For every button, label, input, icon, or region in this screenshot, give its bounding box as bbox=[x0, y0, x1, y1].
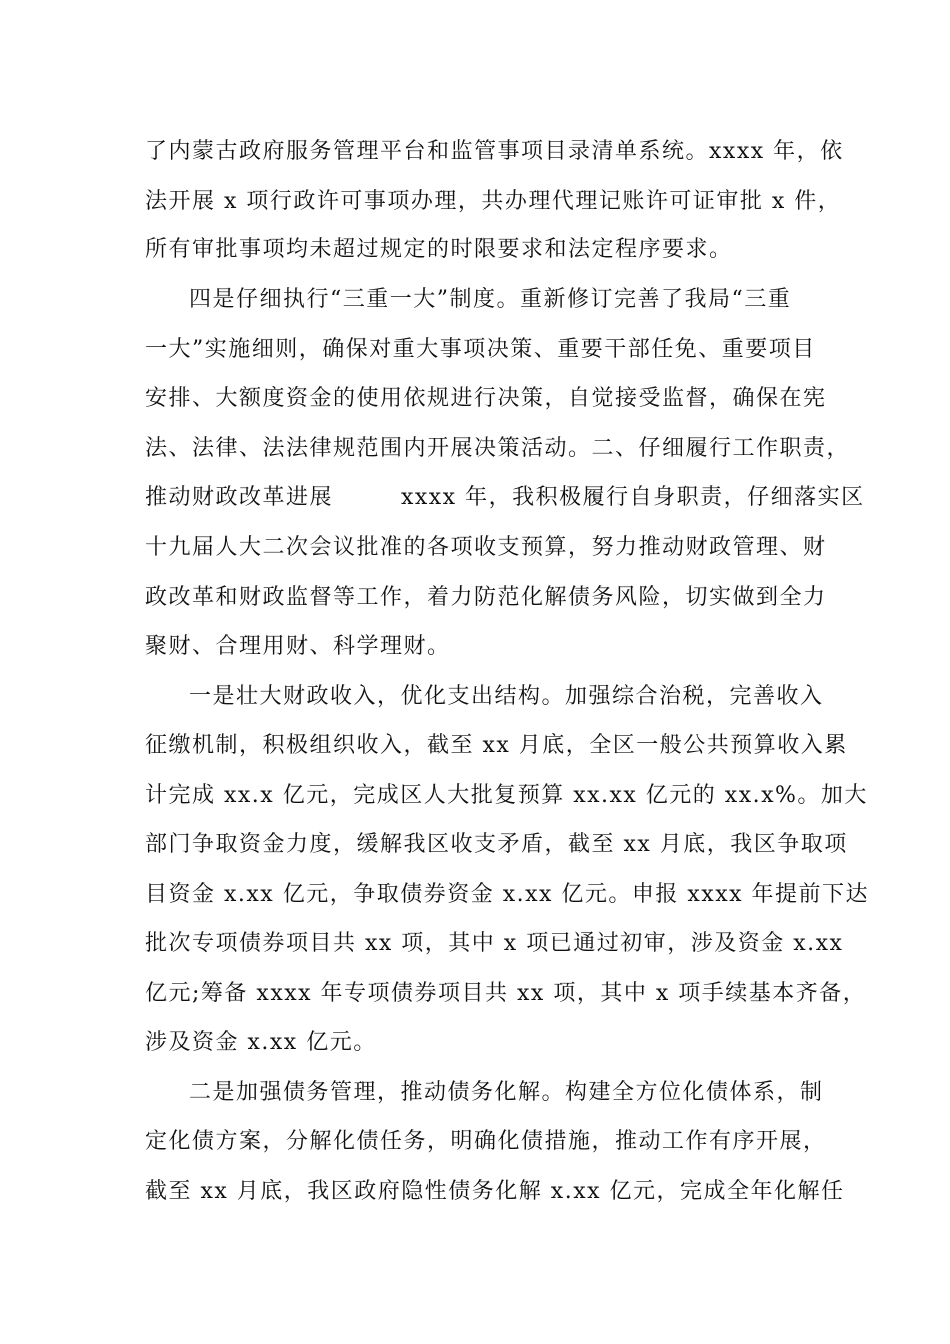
text-line: 截至 xx 月底，我区政府隐性债务化解 x.xx 亿元，完成全年化解任 bbox=[145, 1179, 845, 1204]
text-line: 所有审批事项均未超过规定的时限要求和法定程序要求。 bbox=[145, 237, 733, 262]
text-line: 一大”实施细则，确保对重大事项决策、重要干部任免、重要项目 bbox=[145, 337, 816, 362]
text-line: 计完成 xx.x 亿元，完成区人大批复预算 xx.xx 亿元的 xx.x%。加大 bbox=[145, 783, 868, 808]
paragraph-start-line: 四是仔细执行“三重一大”制度。重新修订完善了我局“三重 bbox=[189, 287, 792, 312]
text-line: 法开展 x 项行政许可事项办理，共办理代理记账许可证审批 x 件， bbox=[145, 189, 842, 214]
paragraph-start-line: 二是加强债务管理，推动债务化解。构建全方位化债体系，制 bbox=[189, 1080, 824, 1105]
text-line: 法、法律、法法律规范围内开展决策活动。二、仔细履行工作职责， bbox=[145, 436, 851, 461]
text-line: 涉及资金 x.xx 亿元。 bbox=[145, 1030, 377, 1055]
text-line: 征缴机制，积极组织收入，截至 xx 月底，全区一般公共预算收入累 bbox=[145, 733, 848, 758]
text-line: 批次专项债券项目共 xx 项，其中 x 项已通过初审，涉及资金 x.xx bbox=[145, 931, 844, 956]
text-line: 亿元;筹备 xxxx 年专项债券项目共 xx 项，其中 x 项手续基本齐备， bbox=[145, 981, 867, 1006]
text-line: 十九届人大二次会议批准的各项收支预算，努力推动财政管理、财 bbox=[145, 535, 827, 560]
paragraph-start-line: 一是壮大财政收入，优化支出结构。加强综合治税，完善收入 bbox=[189, 684, 824, 709]
text-line: 定化债方案，分解化债任务，明确化债措施，推动工作有序开展， bbox=[145, 1129, 827, 1154]
text-line: 安排、大额度资金的使用依规进行决策，自觉接受监督，确保在宪 bbox=[145, 386, 827, 411]
text-line: 政改革和财政监督等工作，着力防范化解债务风险，切实做到全力 bbox=[145, 585, 827, 610]
text-line: 目资金 x.xx 亿元，争取债券资金 x.xx 亿元。申报 xxxx 年提前下达 bbox=[145, 882, 870, 907]
text-line: 了内蒙古政府服务管理平台和监管事项目录清单系统。xxxx 年，依 bbox=[145, 139, 844, 164]
text-line: 聚财、合理用财、科学理财。 bbox=[145, 634, 451, 659]
text-line: 推动财政改革进展 xxxx 年，我积极履行自身职责，仔细落实区 bbox=[145, 485, 865, 510]
text-line: 部门争取资金力度，缓解我区收支矛盾，截至 xx 月底，我区争取项 bbox=[145, 832, 848, 857]
